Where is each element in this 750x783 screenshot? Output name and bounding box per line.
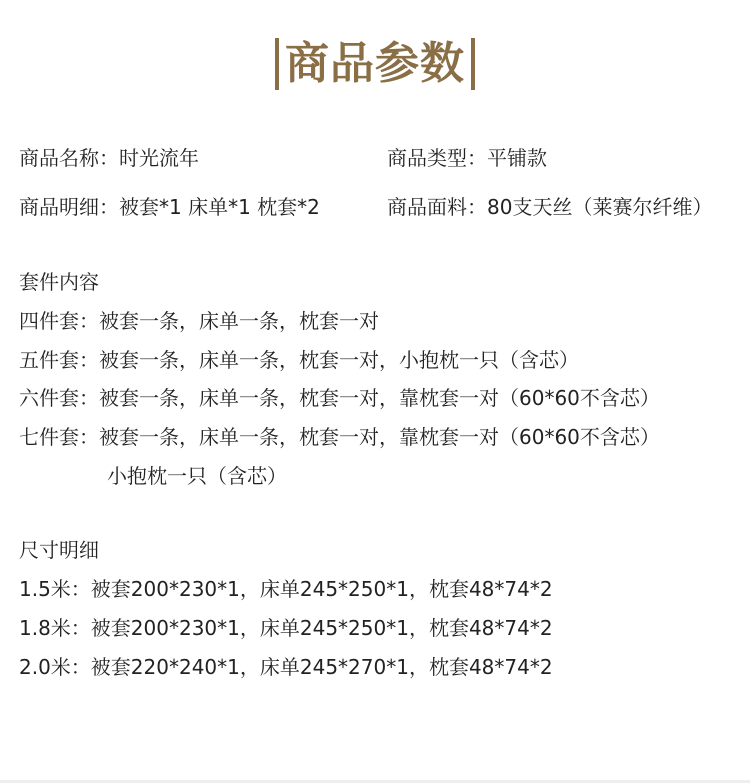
set-contents-line: 六件套：被套一条，床单一条，枕套一对，靠枕套一对（60*60不含芯） [19,386,660,410]
set-contents-heading: 套件内容 [19,270,99,294]
param-name: 商品名称：时光流年 [19,146,199,170]
title-container [0,38,750,90]
param-fabric: 商品面料：80支天丝（莱赛尔纤维） [387,195,713,219]
param-detail: 商品明细：被套*1 床单*1 枕套*2 [19,195,320,219]
set-contents-line: 七件套：被套一条，床单一条，枕套一对，靠枕套一对（60*60不含芯） [19,425,660,449]
param-type: 商品类型：平铺款 [387,146,547,170]
size-line: 1.5米：被套200*230*1，床单245*250*1，枕套48*74*2 [19,577,553,601]
size-line: 1.8米：被套200*230*1，床单245*250*1，枕套48*74*2 [19,616,553,640]
sizes-heading: 尺寸明细 [19,538,99,562]
set-contents-continuation: 小抱枕一只（含芯） [107,464,287,488]
size-line: 2.0米：被套220*240*1，床单245*270*1，枕套48*74*2 [19,655,553,679]
set-contents-line: 四件套：被套一条，床单一条，枕套一对 [19,309,379,333]
page-title: 商品参数 [275,38,475,90]
set-contents-line: 五件套：被套一条，床单一条，枕套一对，小抱枕一只（含芯） [19,348,579,372]
